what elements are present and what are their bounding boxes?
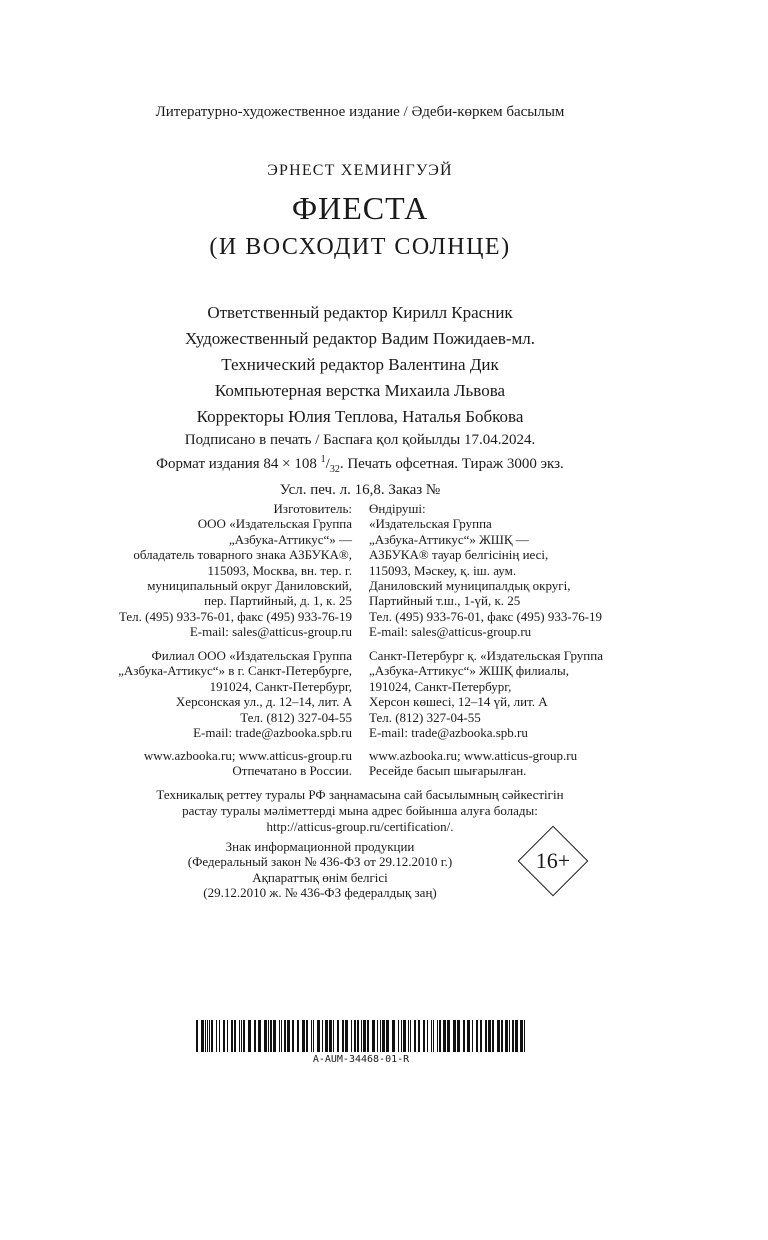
book-title: ФИЕСТА [291,190,429,226]
manufacturer-kz: Өндіруші: «Издательская Группа „Азбука-Аттикус“» ЖШҚ — АЗБУКА® тауар белгісінің иесі, 115093, Мәскеу, қ. іш. аум. Даниловский муниципалдық округі, Партийный т.ш., 1-үй, к. 25 Тел. (495) 933-76-01, факс (495) 933-76-19 E-mail: sales@atticus-group.ru [369,501,603,640]
barcode-text: A-AUM-34468-01-R [312,1054,410,1065]
credit-line: Корректоры Юлия Теплова, Наталья Бобкова [196,407,524,426]
barcode-icon [196,1020,526,1052]
manufacturer-ru: Изготовитель: ООО «Издательская Группа „Азбука-Аттикус“» — обладатель товарного знака АЗБУКА®, 115093, Москва, вн. тер. г. муниципальный округ Даниловский, пер. Партийный, д. 1, к. 25 Тел. (495) 933-76-01, факс (495) 933-76-19 E-mail: sales@atticus-group.ru [118,501,352,640]
certification-note: Техникалық реттеу туралы РФ заңнамасына сай басылымның сәйкестігін растау туралы мәліметтерді мына адрес бойынша алуға болады: http://atticus-group.ru/certification/. [156,787,564,834]
websites-kz: www.azbooka.ru; www.atticus-group.ru Ресейде басып шығарылған. [369,748,578,779]
print-signed: Подписано в печать / Баспаға қол қойылды 17.04.2024. [184,432,536,448]
print-info [0,430,720,500]
age-rating-badge [516,824,590,898]
websites-ru: www.azbooka.ru; www.atticus-group.ru Отпечатано в России. [143,748,352,779]
branch-ru: Филиал ООО «Издательская Группа „Азбука-Аттикус“» в г. Санкт-Петербурге, 191024, Санкт-Петербург, Херсонская ул., д. 12–14, лит. А Тел. (812) 327-04-55 E-mail: trade@azbooka.spb.ru [118,648,352,741]
credit-line: Ответственный редактор Кирилл Красник [207,303,513,322]
age-info-text: Знак информационной продукции (Федеральный закон № 436-ФЗ от 29.12.2010 г.) Ақпараттық өнім белгісі (29.12.2010 ж. № 436-ФЗ федералдық заң) [187,839,453,900]
credit-line: Технический редактор Валентина Дик [221,355,499,374]
credit-line: Компьютерная верстка Михаила Львова [214,381,506,400]
print-format: Формат издания 84 × 108 $^1/_{32}$. Печать офсетная. Тираж 3000 экз. [156,454,564,475]
credit-line: Художественный редактор Вадим Пожидаев-мл. [184,329,536,348]
branch-kz: Санкт-Петербург қ. «Издательская Группа „Азбука-Аттикус“» ЖШҚ филиалы, 191024, Санкт-Петербург, Херсон көшесі, 12–14 үй, лит. А Тел. (812) 327-04-55 E-mail: trade@azbooka.spb.ru [369,648,603,741]
author-name: ЭРНЕСТ ХЕМИНГУЭЙ [267,162,453,179]
print-order: Усл. печ. л. 16,8. Заказ № [279,482,441,498]
age-rating: 16+ [535,848,571,873]
edition-line: Литературно-художественное издание / Әдеби-көркем басылым [155,104,565,120]
credits-block [0,300,720,430]
book-subtitle: (И ВОСХОДИТ СОЛНЦЕ) [209,234,511,260]
